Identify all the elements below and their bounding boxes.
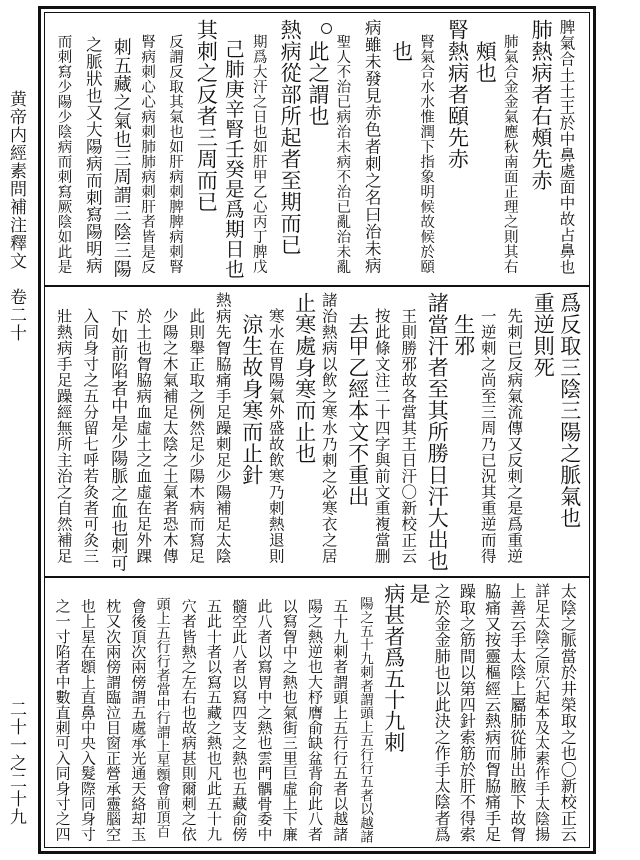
text-column: 太陰之脈當於井榮取之也〇新校正云	[558, 583, 578, 843]
text-column: 以寫胷中之熱也氣街三里巨虛上下廉	[280, 583, 299, 842]
text-column: 髓空此八者以寫四支之熱也五藏俞傍	[230, 583, 249, 842]
text-column: 是	[406, 583, 431, 605]
text-column: 病甚者爲五十九刺	[381, 583, 406, 753]
text-column: 陽之熱逆也大杼膺俞缺盆背俞此八者	[306, 583, 324, 842]
text-column: 陽之五十九刺者謂頭上五行行五者以越諸	[356, 583, 373, 844]
text-column: 去甲乙經本文不重出	[345, 292, 370, 507]
text-column: 此八者以寫胃中之熱也雲門髃骨委中	[255, 583, 274, 842]
text-column: 躁取之筋間以第四針索筋於肝不得索	[457, 583, 477, 843]
text-column: 脇痛又按靈樞經云熱病而胷脇痛手足	[482, 583, 502, 843]
text-column: 腎熱病者頤先赤	[445, 19, 470, 170]
text-column: 詳足太陰之原穴起本及太素作手太陰揚	[533, 583, 552, 842]
text-column: 頭上五行行者當中行謂上星顖會前頂百	[154, 583, 171, 839]
text-column: 按此條文注二十四字與前文重複當删	[372, 292, 391, 564]
text-column: 五十九刺者謂頭上五行行五者以越諸	[331, 583, 350, 842]
text-column: 腎氣合水水惟潤下指象明候故候於頤	[418, 19, 435, 274]
text-column: 其刺之反者三周而已	[194, 19, 219, 213]
text-column: 熱病先胷脇痛手足躁刺足少陽補足太陰	[213, 292, 232, 564]
text-column: 也	[389, 19, 414, 62]
text-column: 涼生故身寒而止針	[239, 292, 264, 486]
text-column: 期爲大汗之日也如肝甲乙心丙丁脾戊	[250, 19, 267, 274]
text-column: 熱病從部所起者至期而已	[278, 19, 303, 256]
text-column: 少陽之木氣補足太陰之土氣者恐木傳	[160, 292, 179, 564]
text-column: 之一寸陷者中數直刺可入同身寸之四	[53, 583, 72, 842]
book-title: 黄帝内經素問補注釋文 卷二十	[6, 90, 26, 342]
text-column: 肺氣合金金氣應秋南面正理之則其右	[501, 19, 518, 274]
text-column: 反謂反取其氣也如肝病刺脾脾病刺腎	[167, 19, 184, 274]
text-column: 之於金金肺也以此決之作手太陰者爲	[432, 583, 452, 843]
text-column: 頰也	[473, 19, 498, 84]
text-column: 上善云手太陰上屬肺從肺出腋下故胷	[507, 583, 527, 843]
text-column: 壯熱病手足躁經無所主治之自然補足	[54, 292, 73, 564]
text-column: 先刺已反病氣流傳又反刺之是爲重逆	[505, 292, 524, 564]
text-column: 寒水在胃陽氣外盛故飲寒乃刺熱退則	[266, 292, 285, 564]
text-column: 重逆則死	[531, 292, 556, 378]
text-column: 枕又次兩傍謂臨泣目窗正營承靈腦空	[104, 583, 123, 842]
text-column: 而刺寫少陽少陰病而刺寫厥陰如此是	[55, 19, 72, 274]
text-column: 止寒處身寒而止也	[292, 292, 317, 464]
text-column: 穴者皆熱之左右也故病甚則爾刺之依	[179, 583, 198, 842]
text-column: 於土也胷脇病血虛土之血虛在足外踝	[134, 292, 153, 564]
page-number: 二十一之二十九	[6, 700, 26, 826]
text-column: 五此十者以寫五藏之熱也凡此五十九	[205, 583, 224, 842]
text-column: 諸治熱病以飲之寒水乃刺之必寒衣之居	[319, 292, 338, 564]
panel-middle	[45, 286, 589, 578]
panel-bottom	[45, 577, 589, 847]
text-column: 病雖未發見赤色者刺之名曰治未病	[362, 19, 382, 274]
text-column: 一逆刺之尚至三周乃已況其重逆而得	[478, 292, 497, 564]
text-column: 己肺庚辛腎壬癸是爲期日也	[221, 19, 245, 279]
text-column: 此之謂也	[306, 19, 330, 127]
text-column: 脾氣合土土王於中鼻處面中故占鼻也	[557, 19, 576, 275]
text-area	[44, 12, 590, 848]
text-column: 刺五藏之氣也三周謂三陰三陽	[110, 19, 132, 278]
text-column: 下如前陷者中是少陽脈之血也刺可	[107, 292, 128, 572]
text-column: 爲反取三陰三陽之脈氣也	[557, 292, 582, 529]
text-column: 生邪	[451, 292, 476, 357]
text-column: 諸當汗者至其所勝日汗大出也	[425, 292, 450, 572]
text-column: 也上星在顖上直鼻中央入髮際同身寸	[78, 583, 97, 842]
text-column: 腎病刺心心病刺肺肺病刺肝者皆是反	[139, 19, 156, 274]
text-column: 聖人不治已病治未病不治已亂治未亂	[334, 19, 351, 274]
panel-top	[45, 13, 589, 287]
text-column: 肺熱病者右頰先赤	[529, 19, 554, 191]
text-column: 會後頂次兩傍謂五處承光通天絡却玉	[129, 583, 148, 842]
text-column: 入同身寸之五分留七呼若灸者可灸三	[81, 292, 100, 564]
text-column: 王則勝邪故各當其王日汗〇新校正云	[399, 292, 418, 564]
page-frame	[38, 6, 596, 854]
text-column: 之脈狀也又大陽病而刺寫陽明病	[83, 19, 103, 274]
text-column: 此則舉正取之例然足少陽木病而寫足	[187, 292, 206, 564]
